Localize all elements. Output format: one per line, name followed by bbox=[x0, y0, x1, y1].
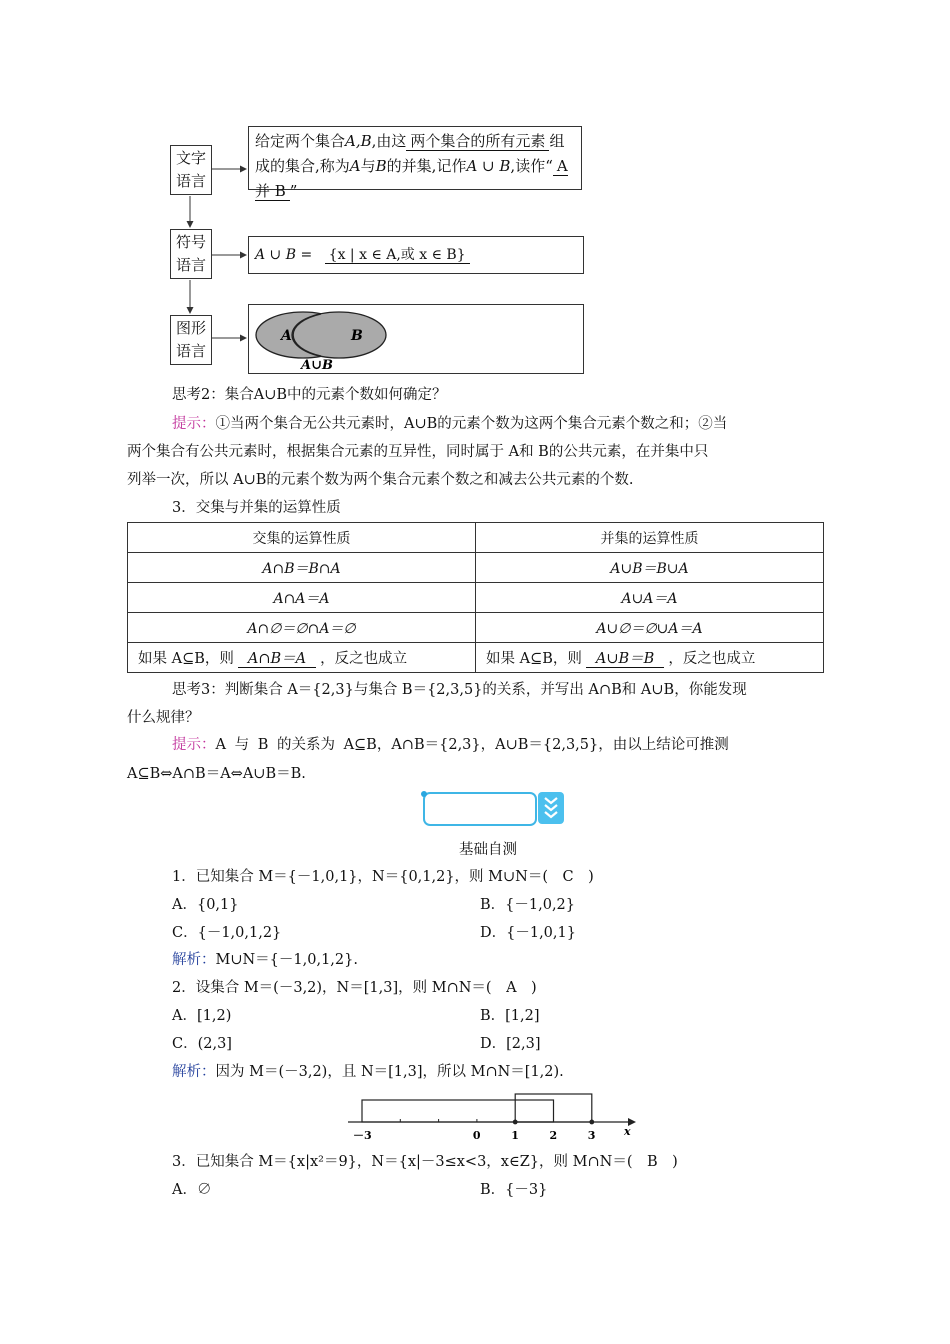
q2-option-a: A．[1,2) bbox=[172, 1008, 232, 1024]
think2-hint-line1: 提示：①当两个集合无公共元素时，A∪B的元素个数为这两个集合元素个数之和；②当 bbox=[172, 416, 728, 432]
table-cell-subset-intersection: 如果 A⊆B，则 A∩B＝A ，反之也成立 bbox=[128, 643, 476, 673]
think2-hint-line2: 两个集合有公共元素时，根据集合元素的互异性，同时属于 A和 B的公共元素，在并集中只 bbox=[127, 444, 709, 460]
q3-stem: 3．已知集合 M＝{x|x²＝9}，N＝{x|－3≤x<3，x∈Z}，则 M∩N＝( B ) bbox=[172, 1154, 678, 1170]
venn-label-b: B bbox=[351, 328, 363, 344]
think3-hint-line1: 提示：A 与 B 的关系为 A⊆B，A∩B＝{2,3}，A∪B＝{2,3,5}，由以上结论可推测 bbox=[172, 737, 729, 753]
think3-question-line1: 思考3：判断集合 A＝{2,3}与集合 B＝{2,3,5}的关系，并写出 A∩B和 A∪B，你能发现 bbox=[172, 682, 747, 698]
think3-question-line2: 什么规律？ bbox=[127, 710, 200, 726]
chart-connectors bbox=[0, 0, 950, 400]
think2-question: 思考2：集合A∪B中的元素个数如何确定？ bbox=[172, 387, 447, 403]
table-cell: A∪∅＝∅∪A＝A bbox=[476, 613, 824, 643]
section-banner bbox=[423, 792, 537, 826]
q2-analysis: 解析：因为 M＝(－3,2)，且 N＝[1,3]，所以 M∩N＝[1,2). bbox=[172, 1064, 564, 1080]
q1-option-d: D．{－1,0,1} bbox=[480, 925, 576, 941]
q1-option-a: A．{0,1} bbox=[172, 897, 239, 913]
q2-option-b: B．[1,2] bbox=[480, 1008, 540, 1024]
blank-intersection-result: A∩B＝A bbox=[238, 651, 316, 668]
q1-analysis: 解析：M∪N＝{－1,0,1,2}. bbox=[172, 952, 358, 968]
table-cell: A∩∅＝∅∩A＝∅ bbox=[128, 613, 476, 643]
number-line-point bbox=[513, 1120, 518, 1125]
q2-stem: 2．设集合 M＝(－3,2)，N＝[1,3]，则 M∩N＝( A ) bbox=[172, 980, 537, 996]
q2-option-c: C．(2,3] bbox=[172, 1036, 232, 1052]
banner-dot-icon bbox=[421, 791, 427, 797]
table-cell: A∩B＝B∩A bbox=[128, 553, 476, 583]
chevrons-down-icon bbox=[538, 792, 564, 824]
symbol-language-definition: A ∪ B = {x | x ∈ A,或 x ∈ B} bbox=[248, 236, 584, 274]
think2-hint-line3: 列举一次，所以 A∪B的元素个数为两个集合元素个数之和减去公共元素的个数. bbox=[127, 472, 634, 488]
number-line-point bbox=[589, 1120, 594, 1125]
table-header-union: 并集的运算性质 bbox=[476, 523, 824, 553]
q1-option-b: B．{－1,0,2} bbox=[480, 897, 576, 913]
number-line-axis-label: x bbox=[624, 1125, 631, 1138]
label-figure-language: 图形语言 bbox=[170, 315, 212, 365]
blank-all-elements: 两个集合的所有元素 bbox=[406, 132, 549, 151]
interval-m bbox=[362, 1100, 554, 1122]
table-header-intersection: 交集的运算性质 bbox=[128, 523, 476, 553]
blank-read-as: A 并 B bbox=[255, 157, 568, 200]
table-cell: A∪B＝B∪A bbox=[476, 553, 824, 583]
q3-option-b: B．{－3} bbox=[480, 1182, 548, 1198]
operation-properties-table bbox=[127, 522, 824, 673]
q2-option-d: D．[2,3] bbox=[480, 1036, 541, 1052]
number-line-tick-label: 2 bbox=[549, 1129, 558, 1142]
number-line-tick-label: 3 bbox=[587, 1129, 596, 1142]
blank-union-set: {x | x ∈ A,或 x ∈ B} bbox=[325, 247, 470, 264]
text-language-definition: 给定两个集合A,B,由这 两个集合的所有元素 组成的集合,称为A与B的并集,记作A ∪ B,读作“ A 并 B ” bbox=[248, 126, 582, 190]
blank-union-result: A∪B＝B bbox=[586, 651, 664, 668]
venn-label-a: A bbox=[281, 328, 292, 344]
q3-option-a: A．∅ bbox=[172, 1182, 212, 1198]
number-line-tick-label: 0 bbox=[472, 1129, 481, 1142]
table-cell: A∩A＝A bbox=[128, 583, 476, 613]
section3-title: 3．交集与并集的运算性质 bbox=[172, 500, 341, 516]
q1-stem: 1．已知集合 M＝{－1,0,1}，N＝{0,1,2}，则 M∪N＝( C ) bbox=[172, 869, 594, 885]
think3-hint-line2: A⊆B⇔A∩B＝A⇔A∪B＝B. bbox=[127, 766, 306, 782]
q1-option-c: C．{－1,0,1,2} bbox=[172, 925, 282, 941]
table-cell: A∪A＝A bbox=[476, 583, 824, 613]
number-line-figure bbox=[340, 1092, 640, 1144]
self-test-title: 基础自测 bbox=[459, 842, 517, 858]
label-symbol-language: 符号语言 bbox=[170, 229, 212, 279]
table-cell-subset-union: 如果 A⊆B，则 A∪B＝B ，反之也成立 bbox=[476, 643, 824, 673]
label-text-language: 文字语言 bbox=[170, 145, 212, 195]
number-line-tick-label: －3 bbox=[353, 1129, 372, 1142]
venn-caption: A∪B bbox=[301, 358, 333, 371]
number-line-tick-label: 1 bbox=[511, 1129, 519, 1142]
